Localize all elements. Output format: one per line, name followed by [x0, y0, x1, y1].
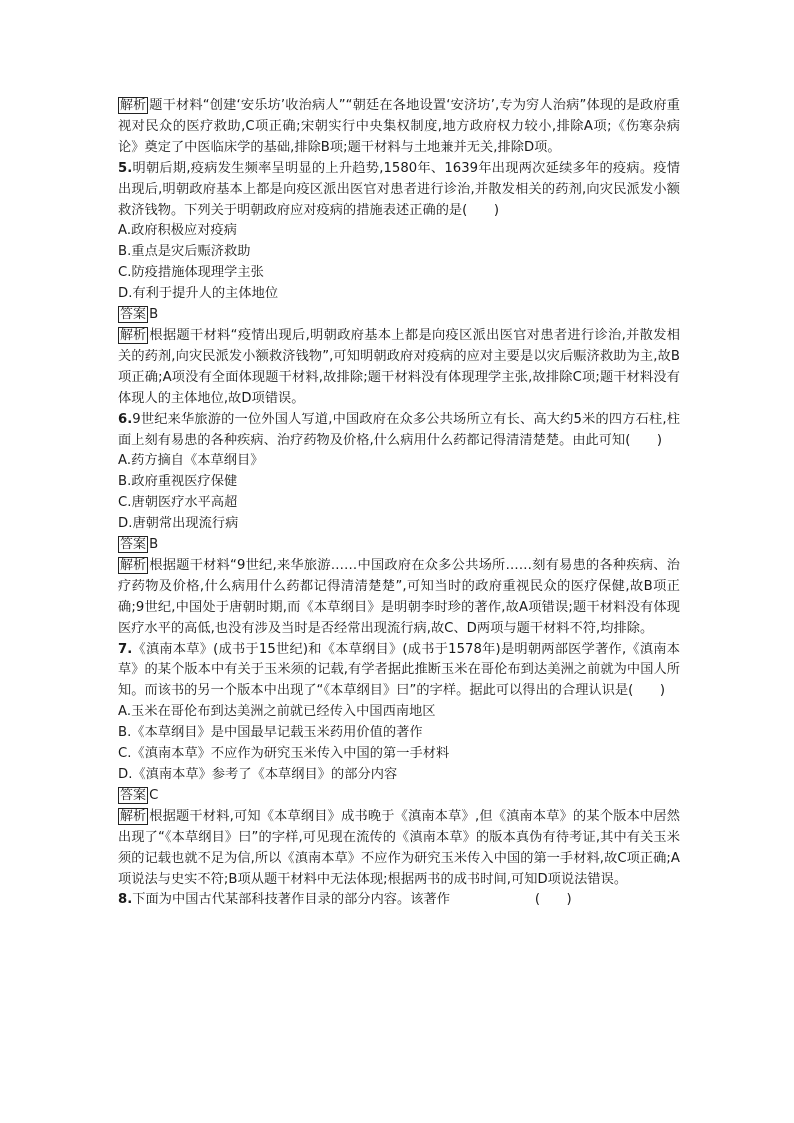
option-d: D.《滇南本草》参考了《本草纲目》的部分内容	[118, 767, 398, 782]
question-6	[118, 410, 680, 452]
analysis-block	[118, 807, 680, 891]
answer-row	[118, 786, 680, 807]
question-7	[118, 640, 680, 703]
answer-value: B	[149, 307, 159, 323]
option-a: A.政府积极应对疫病	[118, 223, 237, 239]
answer-row	[118, 535, 680, 556]
question-text: 明朝后期,疫病发生频率呈明显的上升趋势,1580年、1639年出现两次延续多年的疫病。疫情出现后,明朝政府基本上都是向疫区派出医官对患者进行诊治,并散发相关的药剂,向灾民派发小额救济钱物。下列关于明朝政府应对疫病的措施表述正确的是( )	[118, 160, 680, 218]
question-number: 7.	[118, 641, 133, 657]
analysis-tag: 解析	[120, 98, 147, 113]
analysis-block	[118, 556, 680, 640]
analysis-block	[118, 96, 680, 159]
answer-row	[118, 305, 680, 326]
answer-value: C	[149, 787, 159, 803]
question-5	[118, 159, 680, 222]
answer-tag: 答案	[120, 537, 147, 553]
option-d: D.唐朝常出现流行病	[118, 516, 239, 532]
document-body	[118, 96, 680, 911]
question-8	[118, 890, 680, 911]
option-b: B.《本草纲目》是中国最早记载玉米药用价值的著作	[118, 725, 423, 741]
analysis-text: 根据题干材料,可知《本草纲目》成书晚于《滇南本草》,但《滇南本草》的某个版本中居然出现了“《本草纲目》曰”的字样,可见现在流传的《滇南本草》的版本真伪有待考证,其中有关玉米须的记载也就不足为信,所以《滇南本草》不应作为研究玉米传入中国的第一手材料,故C项正确;A项说法与史实不符;B项从题干材料中无法体现;根据两书的成书时间,可知D项说法错误。	[118, 808, 680, 887]
option-d: D.有利于提升人的主体地位	[118, 286, 279, 302]
question-number: 5.	[118, 160, 133, 176]
question-text: 9世纪来华旅游的一位外国人写道,中国政府在众多公共场所立有长、高大约5米的四方石柱,柱面上刻有易患的各种疾病、治疗药物及价格,什么病用什么药都记得清清楚楚。由此可知( )	[118, 411, 680, 448]
analysis-text: 根据题干材料“9世纪,来华旅游……中国政府在众多公共场所……刻有易患的各种疾病、治疗药物及价格,什么病用什么药都记得清清楚楚”,可知当时的政府重视民众的医疗保健,故B项正确;9世纪,中国处于唐朝时期,而《本草纲目》是明朝李时珍的著作,故A项错误;题干材料没有体现医疗水平的高低,也没有涉及当时是否经常出现流行病,故C、D两项与题干材料不符,均排除。	[118, 557, 680, 636]
option-c: C.唐朝医疗水平高超	[118, 495, 238, 511]
option-b: B.重点是灾后赈济救助	[118, 244, 251, 260]
analysis-tag: 解析	[120, 327, 147, 343]
analysis-text: 根据题干材料“疫情出现后,明朝政府基本上都是向疫区派出医官对患者进行诊治,并散发相关的药剂,向灾民派发小额救济钱物”,可知明朝政府对疫病的应对主要是以灾后赈济救助为主,故B项正确;A项没有全面体现题干材料,故排除;题干材料没有体现理学主张,故排除C项;题干材料没有体现人的主体地位,故D项错误。	[118, 327, 680, 406]
analysis-tag: 解析	[120, 808, 147, 824]
question-number: 6.	[118, 411, 133, 427]
question-text: 《滇南本草》(成书于15世纪)和《本草纲目》(成书于1578年)是明朝两部医学著作,《滇南本草》的某个版本中有关于玉米须的记载,有学者据此推断玉米在哥伦布到达美洲之前就为中国人所知。而该书的另一个版本中出现了“《本草纲目》曰”的字样。据此可以得出的合理认识是( )	[118, 641, 680, 699]
question-number: 8.	[118, 892, 133, 908]
answer-value: B	[149, 537, 159, 553]
answer-tag: 答案	[120, 787, 147, 803]
analysis-text: 题干材料“创建‘安乐坊’收治病人”“朝廷在各地设置‘安济坊’,专为穷人治病”体现的是政府重视对民众的医疗救助,C项正确;宋朝实行中央集权制度,地方政府权力较小,排除A项;《伤寒杂病论》奠定了中医临床学的基础,排除B项;题干材料与土地兼并无关,排除D项。	[118, 98, 680, 155]
answer-tag: 答案	[120, 307, 147, 323]
question-text: 下面为中国古代某部科技著作目录的部分内容。该著作 ( )	[132, 892, 572, 908]
option-a: A.玉米在哥伦布到达美洲之前就已经传入中国西南地区	[118, 704, 436, 720]
option-b: B.政府重视医疗保健	[118, 474, 238, 490]
option-a: A.药方摘自《本草纲目》	[118, 453, 264, 469]
option-c: C.《滇南本草》不应作为研究玉米传入中国的第一手材料	[118, 746, 450, 762]
analysis-block	[118, 326, 680, 410]
option-c: C.防疫措施体现理学主张	[118, 265, 264, 281]
analysis-tag: 解析	[120, 557, 147, 573]
